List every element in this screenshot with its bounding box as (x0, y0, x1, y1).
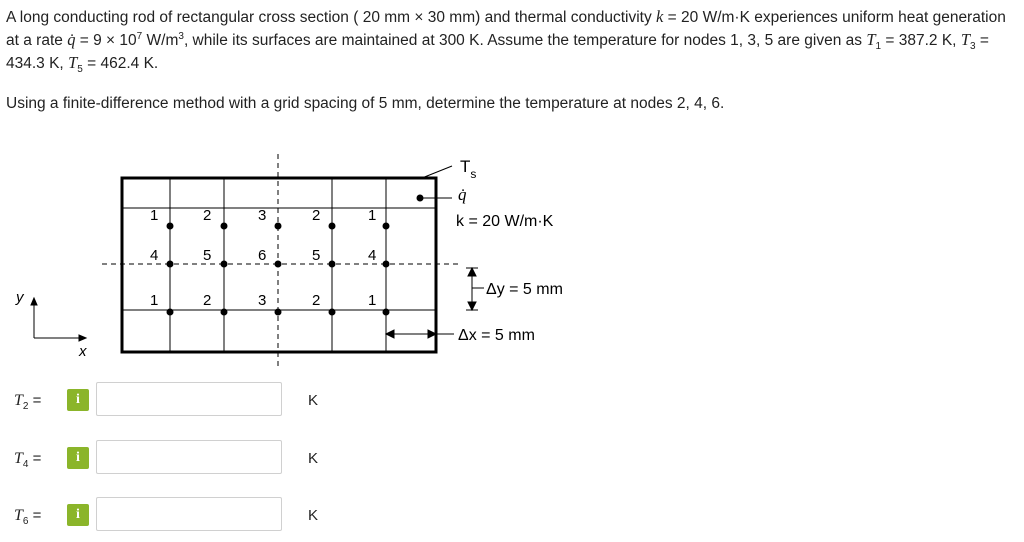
dx-label: Δx = 5 mm (458, 327, 535, 344)
problem-statement (6, 6, 1018, 115)
answer-row-t2 (0, 380, 400, 420)
node-label: 3 (258, 207, 267, 224)
grid-diagram (0, 150, 640, 370)
dy-label: Δy = 5 mm (486, 281, 563, 298)
dx-dimension (386, 330, 454, 338)
unit-label: K (308, 507, 319, 524)
node-label: 2 (203, 207, 212, 224)
info-icon[interactable]: i (67, 504, 89, 526)
dy-dimension (466, 268, 484, 310)
t4-answer-input[interactable] (96, 440, 282, 474)
answer-label: $T_4$ = (14, 450, 42, 470)
qdot-label: q̇ (458, 185, 467, 204)
node-label: 4 (368, 247, 377, 264)
node-labels (150, 207, 376, 309)
node-label: 1 (368, 292, 377, 309)
node-label: 2 (203, 292, 212, 309)
node-label: 3 (258, 292, 267, 309)
t6-answer-input[interactable] (96, 497, 282, 531)
answer-label: $T_6$ = (14, 507, 42, 527)
k-label: k = 20 W/m·K (456, 213, 554, 230)
answer-label: $T_2$ = (14, 392, 42, 412)
axis-y-label: y (16, 289, 24, 306)
node-label: 5 (312, 247, 321, 264)
node-label: 5 (203, 247, 212, 264)
node-label: 4 (150, 247, 159, 264)
ts-label: $T_s$ (460, 157, 477, 181)
unit-label: K (308, 450, 319, 467)
node-label: 2 (312, 292, 321, 309)
node-label: 1 (150, 292, 159, 309)
axis-x-label: x (79, 343, 87, 360)
info-icon[interactable]: i (67, 447, 89, 469)
node-label: 6 (258, 247, 267, 264)
t2-answer-input[interactable] (96, 382, 282, 416)
unit-label: K (308, 392, 319, 409)
problem-text: A long conducting rod of rectangular cross section ( 20 mm × 30 mm) and thermal conductivity k = 20 W/m·K experiences uniform heat generation at a rate q̇ = $9 \times 10^7$ $W/m^3$, while its surfaces are maintained at 300 K. Assume the temperature for nodes 1, 3, 5 are given as $T_1 = 387.2$ K, $T_3 = 434.3$ K, $T_5 = 462.4$ K. (6, 7, 1006, 76)
info-icon[interactable]: i (67, 389, 89, 411)
ts-leader-line (422, 166, 452, 178)
node-label: 1 (150, 207, 159, 224)
node-label: 2 (312, 207, 321, 224)
node-label: 1 (368, 207, 377, 224)
answer-row-t6 (0, 495, 400, 535)
rod-grid-figure (0, 150, 640, 370)
question-text: Using a finite-difference method with a grid spacing of 5 mm, determine the temperature at nodes 2, 4, 6. (6, 95, 725, 112)
answer-row-t4 (0, 438, 400, 478)
axes-indicator (31, 298, 86, 341)
